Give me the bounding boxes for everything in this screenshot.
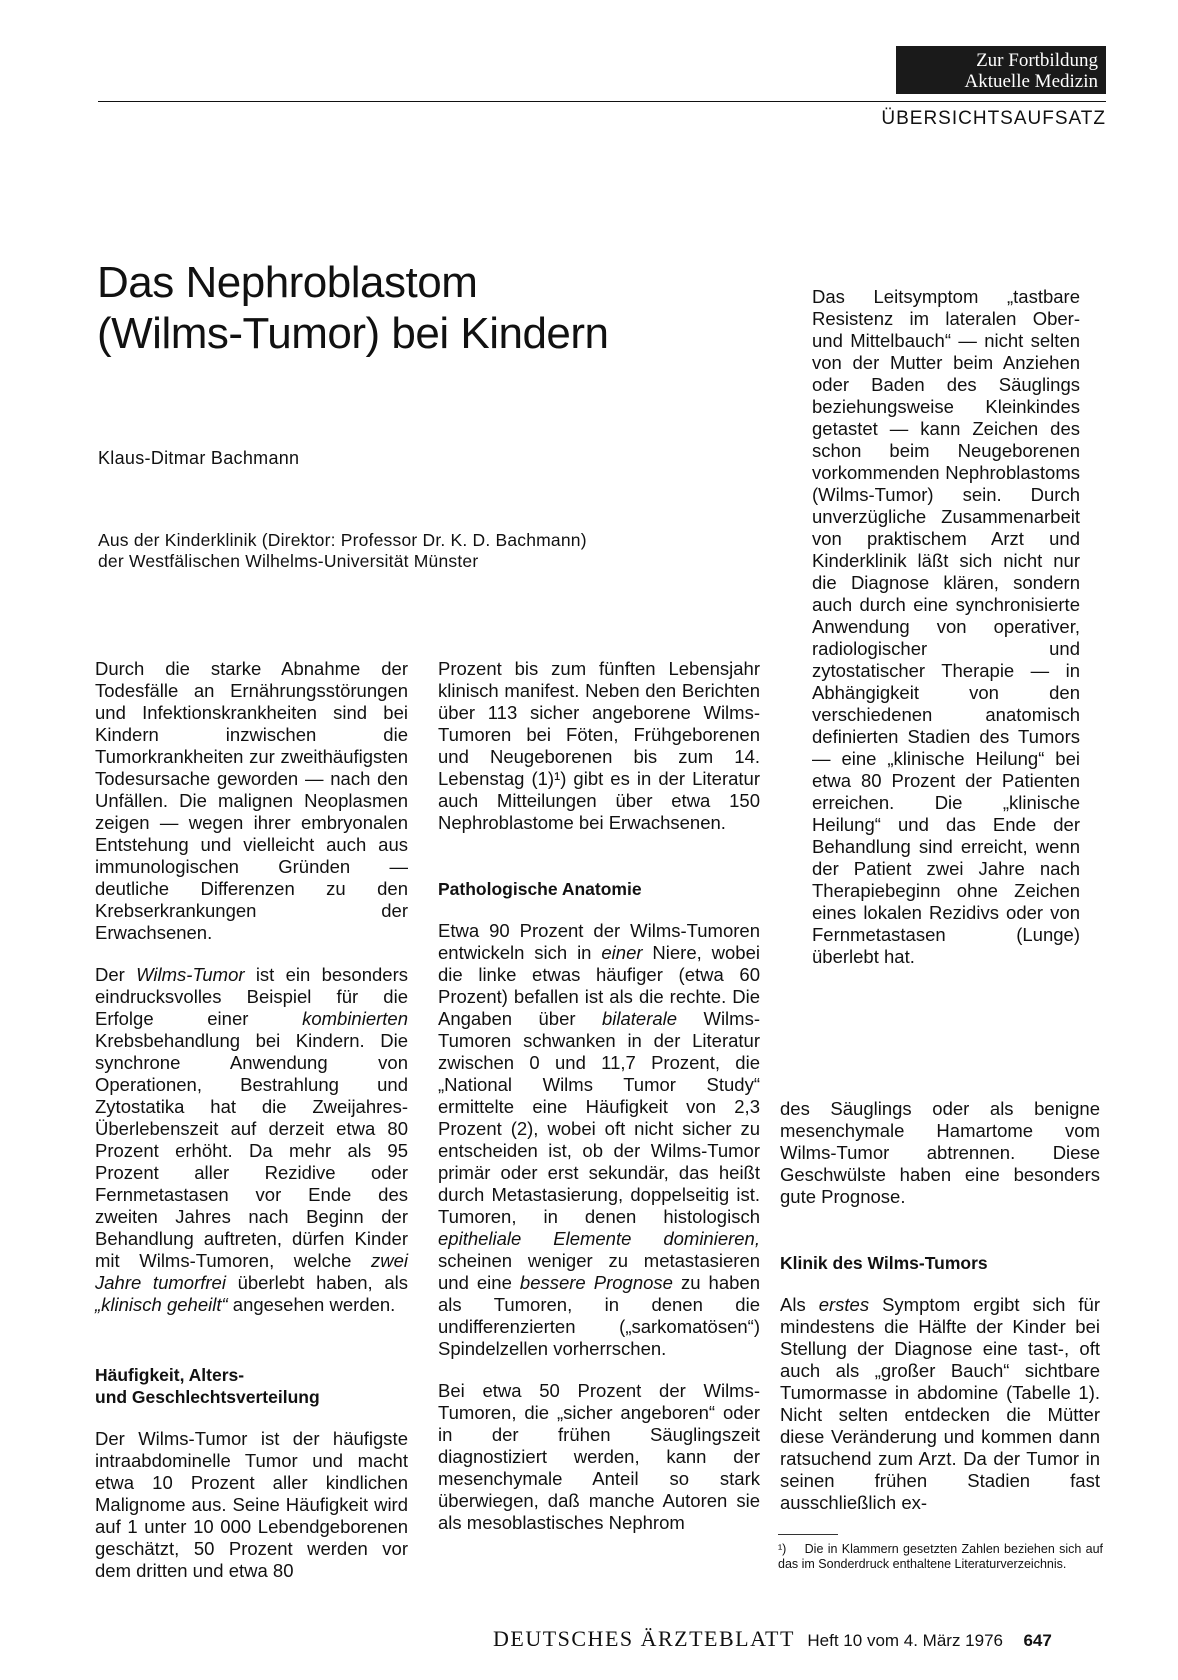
footnote (778, 1542, 1103, 1572)
section-heading: Pathologische Anatomie (438, 879, 642, 899)
section-label: ÜBERSICHTSAUFSATZ (881, 108, 1106, 129)
paragraph: Prozent bis zum fünften Lebensjahr klinisch manifest. Neben den Berichten über 113 sicher angeborene Wilms-Tumoren bei Föten, Frühgeborenen und Neugeborenen bis zum 14. Lebenstag (1)¹) gibt es in der Literatur auch Mitteilungen über etwa 150 Nephroblastome bei Erwachsenen. (438, 658, 760, 833)
paragraph: Durch die starke Abnahme der Todesfälle an Ernährungsstörungen und Infektionskrankheiten sind bei Kindern inzwischen die Tumorkrankheiten zur zweithäufigsten Todesursache geworden — nach den Unfällen. Die malignen Neoplasmen zeigen — wegen ihrer embryonalen Entstehung und vielleicht auch aus immunologischen Gründen — deutliche Differenzen zu den Krebserkrankungen der Erwachsenen. (95, 658, 408, 943)
paragraph: Der Wilms-Tumor ist der häufigste intraabdominelle Tumor und macht etwa 10 Prozent aller kindlichen Malignome aus. Seine Häufigkeit wird auf 1 unter 10 000 Lebendgeborenen geschätzt, 50 Prozent werden vor dem dritten und etwa 80 (95, 1428, 408, 1581)
footnote-rule (778, 1534, 838, 1535)
column-1 (95, 658, 408, 1582)
column-2 (438, 658, 760, 1534)
page-number: 647 (1023, 1631, 1052, 1650)
footnote-mark: ¹) (778, 1542, 787, 1556)
paragraph: des Säuglings oder als benigne mesenchymale Hamartome vom Wilms-Tumor abtrennen. Diese Geschwülste haben eine besonders gute Prognose. (780, 1098, 1100, 1207)
journal-name: DEUTSCHES ÄRZTEBLATT (493, 1626, 795, 1651)
header-rule (98, 101, 1106, 102)
paragraph: Der Wilms-Tumor ist ein besonders eindrucksvolles Beispiel für die Erfolge einer kombinierten Krebsbehandlung bei Kindern. Die synchrone Anwendung von Operationen, Bestrahlung und Zytostatika hat die Zweijahres-Überlebenszeit auf derzeit etwa 80 Prozent erhöht. Da mehr als 95 Prozent aller Rezidive oder Fernmetastasen vor Ende des zweiten Jahres nach Beginn der Behandlung auftreten, dürfen Kinder mit Wilms-Tumoren, welche zwei Jahre tumorfrei überlebt haben, als „klinisch geheilt“ angesehen werden. (95, 964, 409, 1315)
section-heading: Häufigkeit, Alters- und Geschlechtsverteilung (95, 1365, 320, 1407)
column-3 (780, 1098, 1100, 1514)
summary-column (812, 286, 1080, 968)
paragraph: Etwa 90 Prozent der Wilms-Tumoren entwickeln sich in einer Niere, wobei die linke etwas häufiger (etwa 60 Prozent) befallen ist als die rechte. Die Angaben über bilaterale Wilms-Tumoren schwanken in der Literatur zwischen 0 und 11,7 Prozent, die „National Wilms Tumor Study“ ermittelte eine Häufigkeit von 2,3 Prozent (2), wobei oft nicht sicher zu entscheiden ist, ob der Wilms-Tumor primär oder erst sekundär, das heißt durch Metastasierung, doppelseitig ist. Tumoren, in denen histologisch epitheliale Elemente dominieren, scheinen weniger zu metastasieren und eine bessere Prognose zu haben als Tumoren, in denen die undifferenzierten („sarkomatösen“) Spindelzellen vorherrschen. (438, 920, 760, 1359)
footnote-text: Die in Klammern gesetzten Zahlen beziehen sich auf das im Sonderdruck enthaltene Literaturverzeichnis. (778, 1542, 1103, 1571)
page-footer (493, 1626, 1052, 1652)
title-line-2: (Wilms-Tumor) bei Kindern (97, 309, 609, 358)
issue-info: Heft 10 vom 4. März 1976 (807, 1631, 1003, 1650)
section-heading: Klinik des Wilms-Tumors (780, 1253, 988, 1273)
article-title (97, 257, 609, 359)
badge-line-1: Zur Fortbildung (976, 50, 1098, 71)
title-line-1: Das Nephroblastom (97, 258, 478, 307)
section-badge (896, 46, 1106, 94)
summary-paragraph: Das Leitsymptom „tastbare Resistenz im lateralen Ober- und Mittelbauch“ — nicht selten von der Mutter beim Anziehen oder Baden des Säuglings beziehungsweise Kleinkindes getastet — kann Zeichen des schon beim Neugeborenen vorkommenden Nephroblastoms (Wilms-Tumor) sein. Durch unverzügliche Zusammenarbeit von praktischem Arzt und Kinderklinik läßt sich nicht nur die Diagnose klären, sondern auch durch eine synchronisierte Anwendung von operativer, radiologischer und zytostatischer Therapie — in Abhängigkeit von den verschiedenen anatomisch definierten Stadien des Tumors — eine „klinische Heilung“ bei etwa 80 Prozent der Patienten erreichen. Die „klinische Heilung“ und das Ende der Behandlung sind erreicht, wenn der Patient zwei Jahre nach Therapiebeginn ohne Zeichen eines lokalen Rezidivs oder von Fernmetastasen (Lunge) überlebt hat. (812, 286, 1080, 967)
paragraph: Als erstes Symptom ergibt sich für mindestens die Hälfte der Kinder bei Stellung der Diagnose eine tast-, oft auch als „großer Bauch“ sichtbare Tumormasse in abdomine (Tabelle 1). Nicht selten entdecken die Mütter diese Veränderung und kommen dann ratsuchend zum Arzt. Da der Tumor in seinen frühen Stadien fast ausschließlich ex- (780, 1294, 1100, 1513)
affiliation-line-2: der Westfälischen Wilhelms-Universität Münster (98, 551, 479, 571)
affiliation (98, 530, 587, 572)
badge-line-2: Aktuelle Medizin (964, 71, 1098, 92)
affiliation-line-1: Aus der Kinderklinik (Direktor: Professor Dr. K. D. Bachmann) (98, 530, 587, 550)
author: Klaus-Ditmar Bachmann (98, 448, 300, 468)
paragraph: Bei etwa 50 Prozent der Wilms-Tumoren, die „sicher angeboren“ oder in der frühen Säuglingszeit diagnostiziert werden, kann der mesenchymale Anteil so stark überwiegen, daß manche Autoren sie als mesoblastisches Nephrom (438, 1380, 760, 1533)
